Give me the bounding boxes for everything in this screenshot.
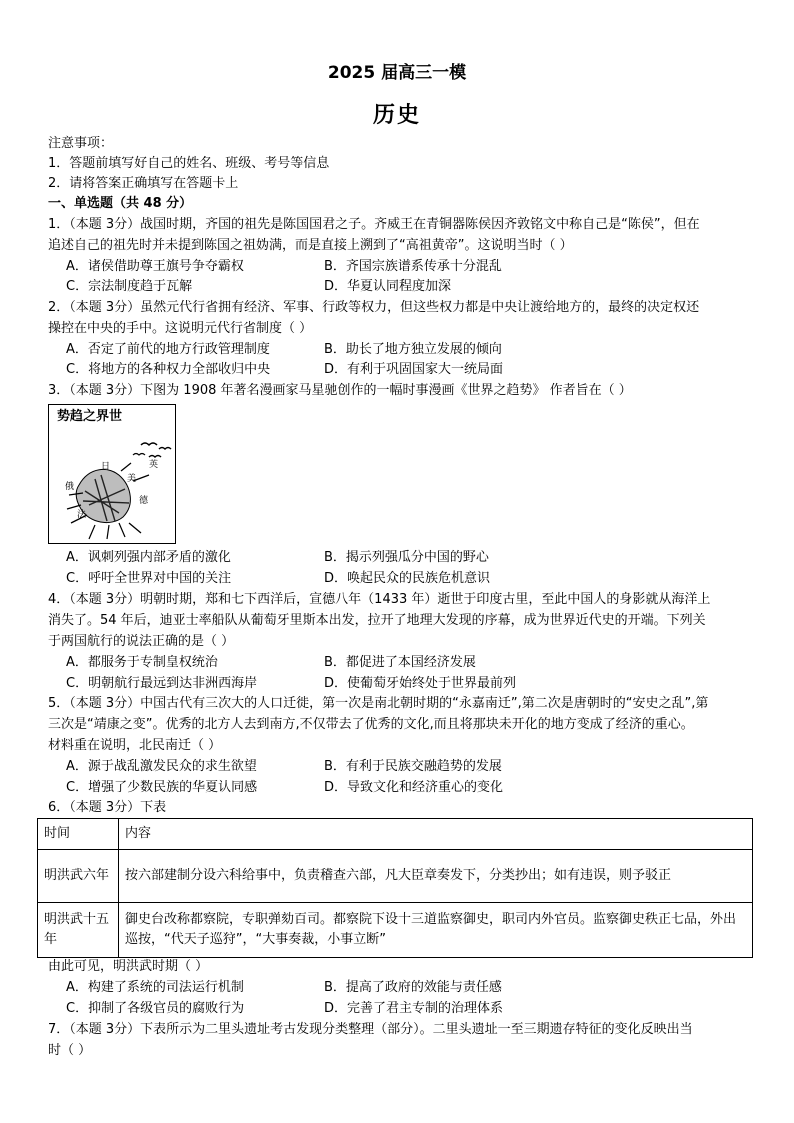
question-7-text: 时（ ） <box>48 1043 92 1058</box>
option-a: A．讽刺列强内部矛盾的激化 <box>66 550 231 565</box>
option-b: B．助长了地方独立发展的倾向 <box>324 342 502 357</box>
question-1-text: 追述自己的祖先时并未提到陈国之祖妫满，而是直接上溯到了“高祖黄帝”。这说明当时（ ） <box>48 238 573 253</box>
table-header: 时间 <box>38 819 119 850</box>
note-item: 1．答题前填写好自己的姓名、班级、考号等信息 <box>48 156 330 171</box>
option-c: C．增强了少数民族的华夏认同感 <box>66 780 258 795</box>
option-d: D．导致文化和经济重心的变化 <box>324 780 504 795</box>
table-row <box>38 850 753 903</box>
label-fa: 法 <box>77 510 87 520</box>
table-header-row <box>38 819 753 850</box>
option-c: C．抑制了各级官员的腐败行为 <box>66 1001 245 1016</box>
option-c: C．宗法制度趋于瓦解 <box>66 279 193 294</box>
subject-title: 历史 <box>372 103 421 128</box>
option-a: A．否定了前代的地方行政管理制度 <box>66 342 270 357</box>
question-2-text: 2．（本题 3分）虽然元代行省拥有经济、军事、行政等权力，但这些权力都是中央让渡给地方的，最终的决定权还 <box>48 300 700 315</box>
option-b: B．提高了政府的效能与责任感 <box>324 980 502 995</box>
table-header: 内容 <box>119 819 753 850</box>
label-ying: 英 <box>149 460 159 470</box>
note-item: 2．请将答案正确填写在答题卡上 <box>48 176 239 191</box>
option-d: D．完善了君主专制的治理体系 <box>324 1001 504 1016</box>
notes-heading: 注意事项： <box>48 136 114 151</box>
option-a: A．源于战乱激发民众的求生欲望 <box>66 759 257 774</box>
cartoon-image <box>48 404 176 544</box>
option-b: B．有利于民族交融趋势的发展 <box>324 759 502 774</box>
option-d: D．唤起民众的民族危机意识 <box>324 571 491 586</box>
option-b: B．齐国宗族谱系传承十分混乱 <box>324 259 502 274</box>
option-d: D．华夏认同程度加深 <box>324 279 452 294</box>
question-5-text: 三次是“靖康之变”。优秀的北方人去到南方,不仅带去了优秀的文化,而且将那块未开化的地方变成了经济的重心。 <box>48 717 694 732</box>
option-a: A．诸侯借助尊王旗号争夺霸权 <box>66 259 244 274</box>
question-4-text: 4．（本题 3分）明朝时期，郑和七下西洋后，宣德八年（1433 年）逝世于印度古里，至此中国人的身影就从海洋上 <box>48 592 711 607</box>
label-mei: 美 <box>127 474 137 484</box>
question-6-table <box>37 818 753 958</box>
option-a: A．都服务于专制皇权统治 <box>66 655 218 670</box>
table-cell-time: 明洪武六年 <box>38 850 119 903</box>
option-c: C．呼吁全世界对中国的关注 <box>66 571 232 586</box>
question-1-text: 1．（本题 3分）战国时期，齐国的祖先是陈国国君之子。齐威王在青铜器陈侯因齐敦铭文中称自己是“陈侯”，但在 <box>48 217 700 232</box>
option-d: D．使葡萄牙始终处于世界最前列 <box>324 676 517 691</box>
cartoon-title: 势趋之界世 <box>57 409 123 424</box>
cartoon-drawing <box>49 405 176 544</box>
table-row <box>38 903 753 958</box>
question-4-text: 于两国航行的说法正确的是（ ） <box>48 634 235 649</box>
label-de: 德 <box>139 496 149 506</box>
question-4-text: 消失了。54 年后，迪亚士率船队从葡萄牙里斯本出发，拉开了地理大发现的序幕，成为世界近代史的开端。下列关 <box>48 613 706 628</box>
question-5-text: 材料重在说明，北民南迁（ ） <box>48 738 222 753</box>
question-7-text: 7．（本题 3分）下表所示为二里头遗址考古发现分类整理（部分）。二里头遗址一至三期遗存特征的变化反映出当 <box>48 1022 693 1037</box>
question-3-text: 3．（本题 3分）下图为 1908 年著名漫画家马星驰创作的一幅时事漫画《世界之趋势》 作者旨在（ ） <box>48 383 632 398</box>
table-cell-content: 按六部建制分设六科给事中，负责稽查六部，凡大臣章奏发下，分类抄出；如有违误，则予驳正 <box>119 850 753 903</box>
section-heading: 一、单选题（共 48 分） <box>48 196 193 211</box>
label-ri: 日 <box>101 462 111 472</box>
option-b: B．揭示列强瓜分中国的野心 <box>324 550 489 565</box>
option-b: B．都促进了本国经济发展 <box>324 655 476 670</box>
question-2-text: 操控在中央的手中。这说明元代行省制度（ ） <box>48 321 313 336</box>
option-c: C．将地方的各种权力全部收归中央 <box>66 362 271 377</box>
question-5-text: 5．（本题 3分）中国古代有三次大的人口迁徙，第一次是南北朝时期的“永嘉南迁”,第二次是唐朝时的“安史之乱”,第 <box>48 696 709 711</box>
exam-title: 2025 届高三一模 <box>327 63 467 83</box>
question-6-text: 6．（本题 3分）下表 <box>48 800 167 815</box>
label-e: 俄 <box>65 482 75 492</box>
question-6-conclusion: 由此可见，明洪武时期（ ） <box>48 959 209 974</box>
table-cell-time: 明洪武十五年 <box>38 903 119 958</box>
option-d: D．有利于巩固国家大一统局面 <box>324 362 504 377</box>
option-a: A．构建了系统的司法运行机制 <box>66 980 244 995</box>
table-cell-content: 御史台改称都察院，专职弹劾百司。都察院下设十三道监察御史，职司内外官员。监察御史秩正七品，外出巡按，“代天子巡狩”，“大事奏裁，小事立断” <box>119 903 753 958</box>
option-c: C．明朝航行最远到达非洲西海岸 <box>66 676 258 691</box>
